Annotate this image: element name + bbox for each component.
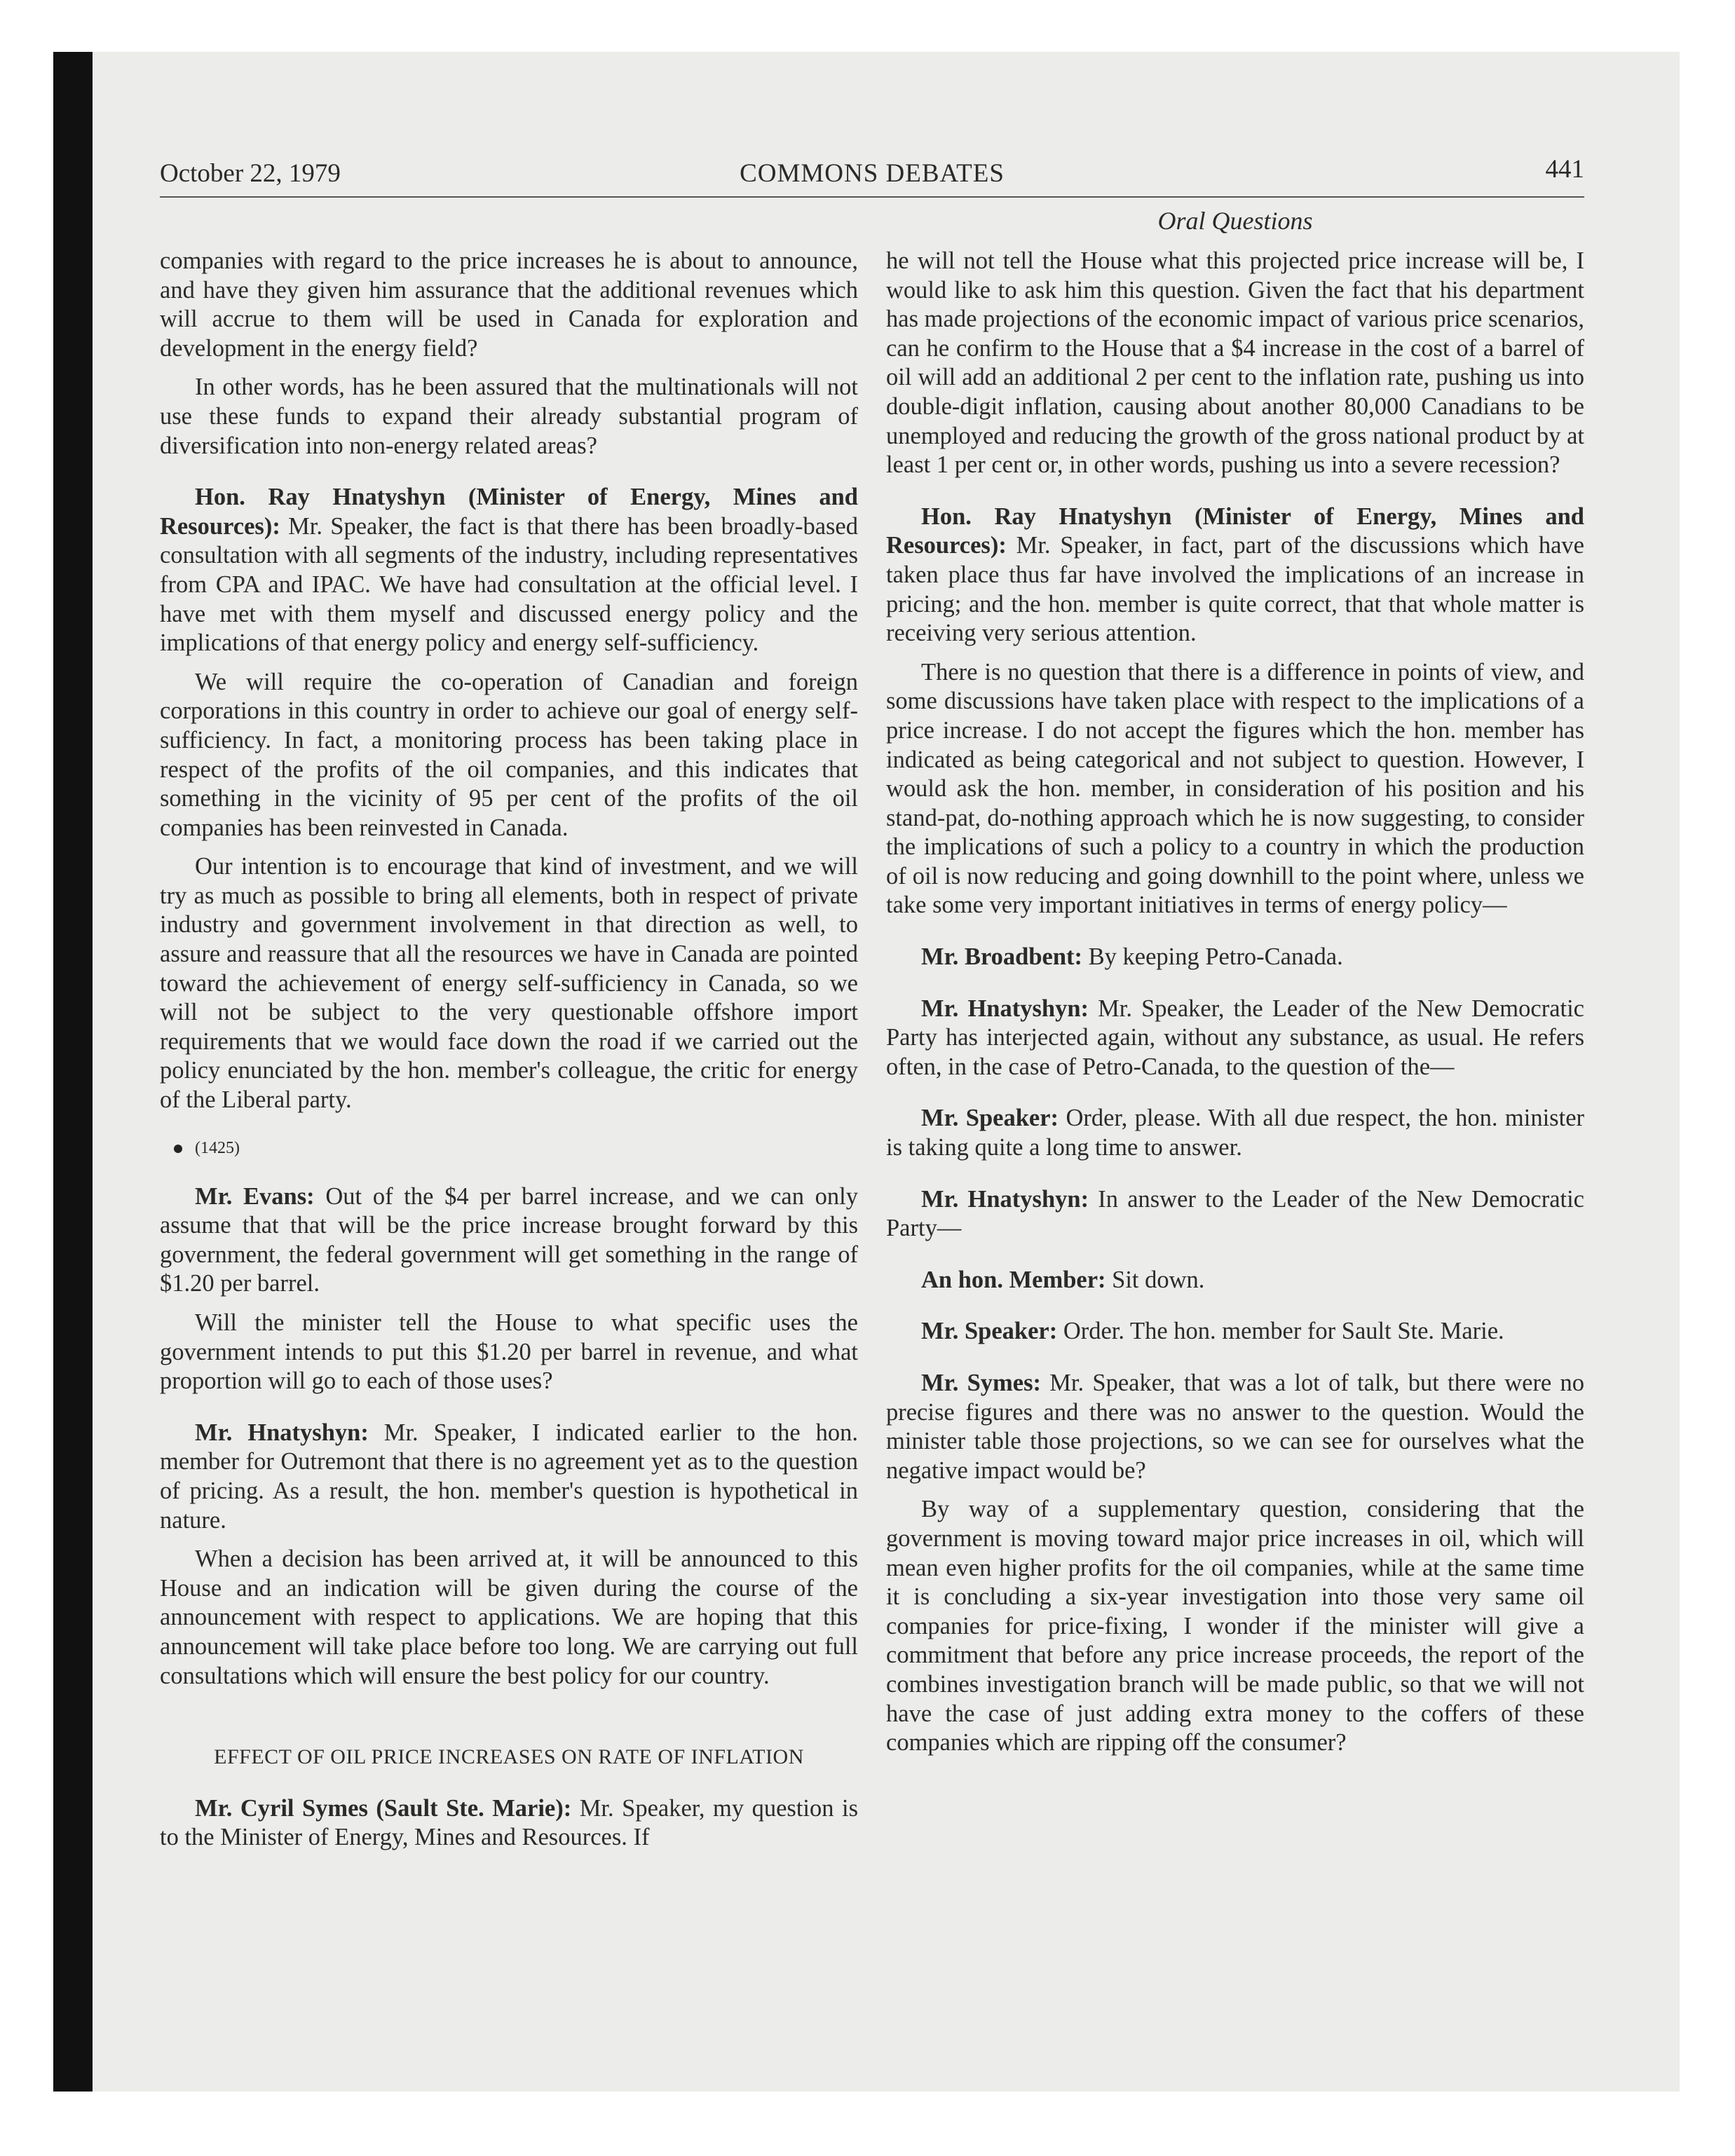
bullet-icon — [174, 1145, 182, 1153]
speech-text: Order. The hon. member for Sault Ste. Marie. — [1057, 1318, 1504, 1345]
speaker-name: Mr. Broadbent: — [921, 943, 1083, 971]
paragraph: Will the minister tell the House to what specific uses the government intends to put this $1.20 per barrel in revenue, and what proportion will go to each of those uses? — [160, 1309, 858, 1395]
paragraph: When a decision has been arrived at, it will be announced to this House and an indication will be given during the course of the announcement with respect to applications. We are hoping that this announcement will take place before too long. We are carrying out full consultations which will ensure the best policy for our country. — [160, 1546, 858, 1689]
paragraph: companies with regard to the price increases he is about to announce, and have they given him assurance that the additional revenues which will accrue to them will be used in Canada for exploration and development in the energy field? — [160, 247, 858, 362]
speech-text: Sit down. — [1105, 1266, 1205, 1293]
speech-text: Out of the $4 per barrel increase, and we can only assume that that will be the price increase brought forward by this government, the federal government will get something in the range of $1.20 per barrel. — [160, 1182, 858, 1297]
speaker-name: Mr. Hnatyshyn: — [195, 1419, 369, 1446]
speech-paragraph — [886, 1266, 1584, 1295]
speech-text: Mr. Speaker, the Leader of the New Democratic Party has interjected again, without any substance, as usual. He refers often, in the case of Petro-Canada, to the question of the— — [886, 995, 1584, 1080]
header-rule — [160, 196, 1584, 198]
section-title: Oral Questions — [1157, 207, 1313, 235]
speaker-name: Mr. Speaker: — [921, 1105, 1059, 1132]
scan-edge-bar — [53, 52, 93, 2092]
time-marker — [160, 1136, 858, 1160]
header-title: COMMONS DEBATES — [740, 159, 1005, 188]
paragraph: In other words, has he been assured that the multinationals will not use these funds to expand their already substantial program of diversification into non-energy related areas? — [160, 374, 858, 459]
speech-paragraph — [886, 1369, 1584, 1485]
speech-paragraph — [886, 503, 1584, 648]
section-heading: EFFECT OF OIL PRICE INCREASES ON RATE OF INFLATION — [214, 1745, 804, 1769]
speaker-name: Mr. Hnatyshyn: — [921, 1185, 1089, 1213]
speech-text: Mr. Speaker, that was a lot of talk, but there were no precise figures and there was no answer to the question. Would the minister table those projections, so we can see for ourselves what the negative impact would be? — [886, 1370, 1584, 1484]
paragraph: By way of a supplementary question, considering that the government is moving toward major price increases in oil, which will mean even higher profits for the oil companies, while at the same time it is concluding a six-year investigation into those very same oil companies for price-fixing, I wonder if the minister will give a commitment that before any price increase proceeds, the report of the combines investigation branch will be made public, so that we will not have the case of just adding extra money to the coffers of these companies which are ripping off the consumer? — [886, 1496, 1584, 1756]
speech-text: In answer to the Leader of the New Democratic Party— — [886, 1185, 1584, 1242]
speech-paragraph — [160, 483, 858, 658]
speech-paragraph — [160, 1794, 858, 1853]
speaker-name: Mr. Hnatyshyn: — [921, 995, 1089, 1022]
paragraph: he will not tell the House what this projected price increase will be, I would like to ask him this question. Given the fact that his department has made projections of the economic impact of various price scenarios, can he confirm to the House that a $4 increase in the cost of a barrel of oil will add an additional 2 per cent to the inflation rate, pushing us into double-digit inflation, causing about another 80,000 Canadians to be unemployed and reducing the growth of the gross national product by at least 1 per cent or, in other words, pushing us into a severe recession? — [886, 247, 1584, 479]
speaker-name: Hon. Ray Hnatyshyn (Minister of Energy, Mines and Resources): — [886, 503, 1584, 559]
speech-text: Mr. Speaker, in fact, part of the discussions which have taken place thus far have involved the implications of an increase in pricing; and the hon. member is quite correct, that that whole matter is receiving very serious attention. — [886, 532, 1584, 647]
page-header — [160, 156, 1584, 198]
speech-paragraph — [886, 1317, 1584, 1346]
speaker-name: Mr. Cyril Symes (Sault Ste. Marie): — [195, 1794, 572, 1822]
speaker-name: An hon. Member: — [921, 1266, 1106, 1293]
speech-text: Order, please. With all due respect, the hon. minister is taking quite a long time to answer. — [886, 1105, 1584, 1161]
speaker-name: Mr. Symes: — [921, 1370, 1041, 1396]
right-column — [886, 247, 1584, 1758]
left-column — [160, 247, 858, 1853]
speaker-name: Hon. Ray Hnatyshyn (Minister of Energy, Mines and Resources): — [160, 484, 858, 540]
speech-paragraph — [886, 995, 1584, 1082]
speech-text: By keeping Petro-Canada. — [1082, 943, 1343, 971]
speech-paragraph — [160, 1419, 858, 1535]
speech-text: Mr. Speaker, I indicated earlier to the hon. member for Outremont that there is no agreement yet as to the question of pricing. As a result, the hon. member's question is hypothetical in nature. — [160, 1419, 858, 1534]
speech-paragraph — [886, 1185, 1584, 1243]
time-marker-text: (1425) — [195, 1138, 240, 1157]
speech-text: Mr. Speaker, the fact is that there has been broadly-based consultation with all segments of the industry, including representatives from CPA and IPAC. We have had consultation at the official level. I have met with them myself and discussed energy policy and the implications of that energy policy and energy self-sufficiency. — [160, 512, 858, 657]
speech-paragraph — [886, 943, 1584, 972]
paragraph: Our intention is to encourage that kind of investment, and we will try as much as possible to bring all elements, both in respect of private industry and government involvement in that direction as well, to assure and reassure that all the resources we have in Canada are pointed toward the achievement of energy self-sufficiency in Canada, so we will not be subject to the very questionable offshore import requirements that we would face down the road if we carried out the policy enunciated by the hon. member's colleague, the critic for energy of the Liberal party. — [160, 853, 858, 1114]
speech-paragraph — [160, 1182, 858, 1299]
page-number: 441 — [1545, 155, 1584, 184]
speaker-name: Mr. Evans: — [195, 1182, 315, 1210]
paragraph: We will require the co-operation of Canadian and foreign corporations in this country in order to achieve our goal of energy self-sufficiency. In fact, a monitoring process has been taking place in respect of the profits of the oil companies, and this indicates that something in the vicinity of 95 per cent of the profits of the oil companies has been reinvested in Canada. — [160, 668, 858, 841]
paragraph: There is no question that there is a difference in points of view, and some discussions have taken place with respect to the implications of a price increase. I do not accept the figures which the hon. member has indicated as being categorical and not subject to question. However, I would ask the hon. member, in consideration of his position and his stand-pat, do-nothing approach which he is now suggesting, to consider the implications of such a policy to a country in which the production of oil is now reducing and going downhill to the point where, unless we take some very important initiatives in terms of energy policy— — [886, 658, 1584, 919]
speech-paragraph — [886, 1104, 1584, 1162]
speaker-name: Mr. Speaker: — [921, 1318, 1058, 1345]
header-date: October 22, 1979 — [160, 159, 341, 188]
speech-text: Mr. Speaker, my question is to the Minister of Energy, Mines and Resources. If — [160, 1794, 859, 1851]
